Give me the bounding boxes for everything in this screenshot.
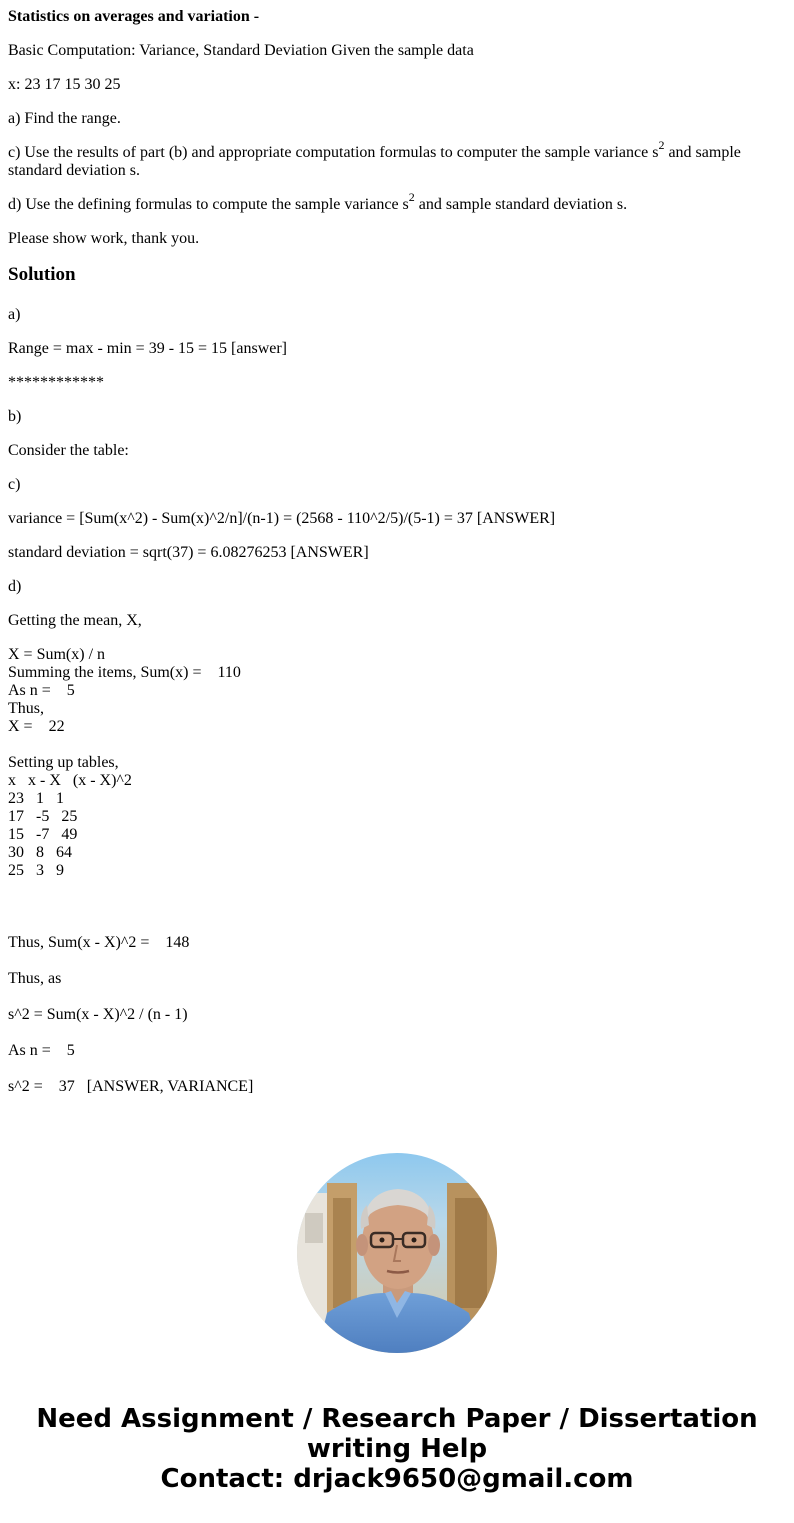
mean-line: Summing the items, Sum(x) = 110 bbox=[8, 664, 241, 681]
solution-d-label: d) bbox=[8, 578, 22, 595]
part-c-question bbox=[8, 137, 786, 180]
separator: ************ bbox=[8, 374, 104, 391]
promo-banner bbox=[0, 1404, 794, 1494]
getting-mean-text: Getting the mean, X, bbox=[8, 612, 142, 629]
variance-result: s^2 = 37 [ANSWER, VARIANCE] bbox=[8, 1078, 254, 1095]
mean-block bbox=[8, 646, 786, 736]
sum-squares-line: Thus, Sum(x - X)^2 = 148 bbox=[8, 934, 190, 951]
mean-line: Thus, bbox=[8, 700, 44, 717]
table-row: 15 -7 49 bbox=[8, 826, 78, 843]
deviation-table bbox=[8, 754, 786, 880]
variance-answer: variance = [Sum(x^2) - Sum(x)^2/n]/(n-1) = (2568 - 110^2/5)/(5-1) = 37 [ANSWER] bbox=[8, 510, 556, 527]
variance-formula: s^2 = Sum(x - X)^2 / (n - 1) bbox=[8, 1006, 188, 1023]
promo-line: Need Assignment / Research Paper / Dissertation bbox=[36, 1404, 758, 1434]
contact-email: Contact: drjack9650@gmail.com bbox=[160, 1464, 634, 1494]
promo-line: writing Help bbox=[306, 1434, 488, 1464]
range-answer: Range = max - min = 39 - 15 = 15 [answer] bbox=[8, 340, 288, 357]
question-closing: Please show work, thank you. bbox=[8, 230, 200, 247]
table-row: 25 3 9 bbox=[8, 862, 64, 879]
solution-a-label: a) bbox=[8, 306, 21, 323]
part-d-superscript: 2 bbox=[408, 189, 415, 204]
document-body bbox=[8, 8, 786, 1096]
solution-b-label: b) bbox=[8, 408, 22, 425]
std-dev-answer: standard deviation = sqrt(37) = 6.08276253 [ANSWER] bbox=[8, 544, 369, 561]
question-intro: Basic Computation: Variance, Standard Deviation Given the sample data bbox=[8, 42, 474, 59]
solution-c-label: c) bbox=[8, 476, 21, 493]
question-title: Statistics on averages and variation - bbox=[8, 8, 260, 25]
person-photo-icon bbox=[297, 1153, 497, 1353]
mean-line: X = Sum(x) / n bbox=[8, 646, 106, 663]
table-row: 17 -5 25 bbox=[8, 808, 78, 825]
table-row: 30 8 64 bbox=[8, 844, 72, 861]
consider-table-text: Consider the table: bbox=[8, 442, 129, 459]
sample-data: x: 23 17 15 30 25 bbox=[8, 76, 121, 93]
table-row: 23 1 1 bbox=[8, 790, 64, 807]
n-value-line: As n = 5 bbox=[8, 1042, 75, 1059]
part-d-text: d) Use the defining formulas to compute the sample variance s bbox=[8, 196, 409, 213]
part-a-question: a) Find the range. bbox=[8, 110, 121, 127]
thus-as-line: Thus, as bbox=[8, 970, 62, 987]
table-row: Setting up tables, bbox=[8, 754, 119, 771]
author-photo bbox=[297, 1153, 497, 1353]
mean-line: As n = 5 bbox=[8, 682, 75, 699]
solution-heading: Solution bbox=[8, 264, 76, 285]
part-c-superscript: 2 bbox=[658, 137, 665, 152]
mean-line: X = 22 bbox=[8, 718, 65, 735]
part-d-text-end: and sample standard deviation s. bbox=[414, 196, 628, 213]
part-d-question bbox=[8, 189, 786, 214]
part-c-text-end: and sample standard deviation s. bbox=[8, 144, 741, 179]
part-c-text: c) Use the results of part (b) and appropriate computation formulas to computer the sample variance s bbox=[8, 144, 659, 161]
table-row: x x - X (x - X)^2 bbox=[8, 772, 132, 789]
